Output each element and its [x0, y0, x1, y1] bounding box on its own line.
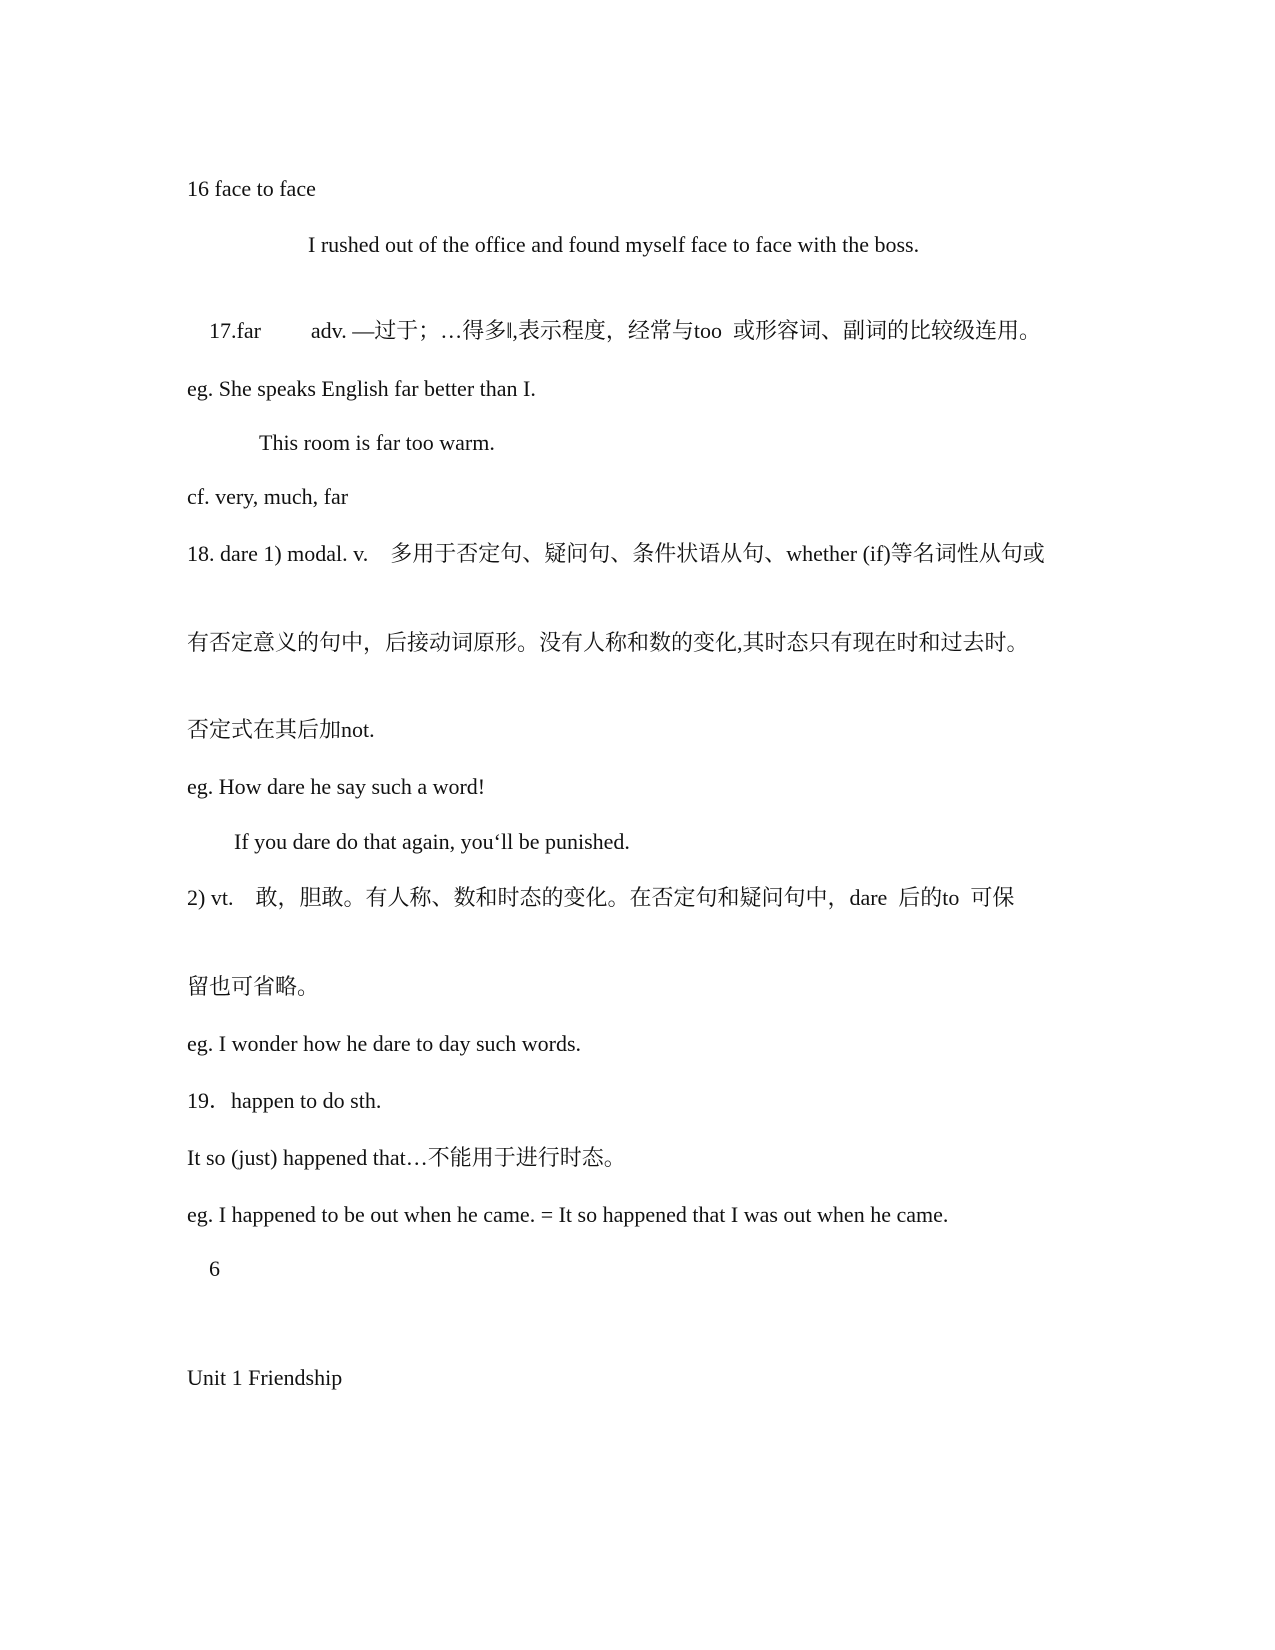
item19-example: eg. I happened to be out when he came. = It so happened that I was out when he came. [187, 1202, 949, 1227]
item17-compare: cf. very, much, far [187, 484, 349, 509]
item17-definition: adv. —过于；…得多‖,表示程度，经常与too 或形容词、副词的比较级连用。 [310, 318, 1042, 343]
item17-example-2: This room is far too warm. [259, 430, 495, 455]
item18-vt-definition: 2) vt. 敢，胆敢。有人称、数和时态的变化。在否定句和疑问句中，dare 后的to 可保 [187, 885, 1015, 910]
item17-title [187, 286, 1097, 376]
item18-example-3: eg. I wonder how he dare to day such words. [187, 1031, 582, 1056]
item17-word: 17.far [209, 318, 261, 343]
item18-usage: 有否定意义的句中，后接动词原形。没有人称和数的变化,其时态只有现在时和过去时。 [187, 630, 1029, 655]
item16-example: I rushed out of the office and found myself face to face with the boss. [308, 232, 920, 257]
item18-example-1: eg. How dare he say such a word! [187, 774, 486, 799]
item18-title: 18. dare 1) modal. v. 多用于否定句、疑问句、条件状语从句、whether (if)等名词性从句或 [187, 541, 1045, 566]
item19-title: 19．happen to do sth. [187, 1088, 382, 1113]
item18-negative-form: 否定式在其后加not. [187, 717, 375, 742]
page-number: 6 [209, 1256, 220, 1281]
footer-unit-title: Unit 1 Friendship [187, 1365, 343, 1390]
item19-note: It so (just) happened that…不能用于进行时态。 [187, 1145, 626, 1170]
item18-vt-continued: 留也可省略。 [187, 974, 320, 999]
item18-example-2: If you dare do that again, you‘ll be punished. [234, 829, 630, 854]
item16-title: 16 face to face [187, 176, 316, 201]
item17-example-1: eg. She speaks English far better than I. [187, 376, 536, 401]
